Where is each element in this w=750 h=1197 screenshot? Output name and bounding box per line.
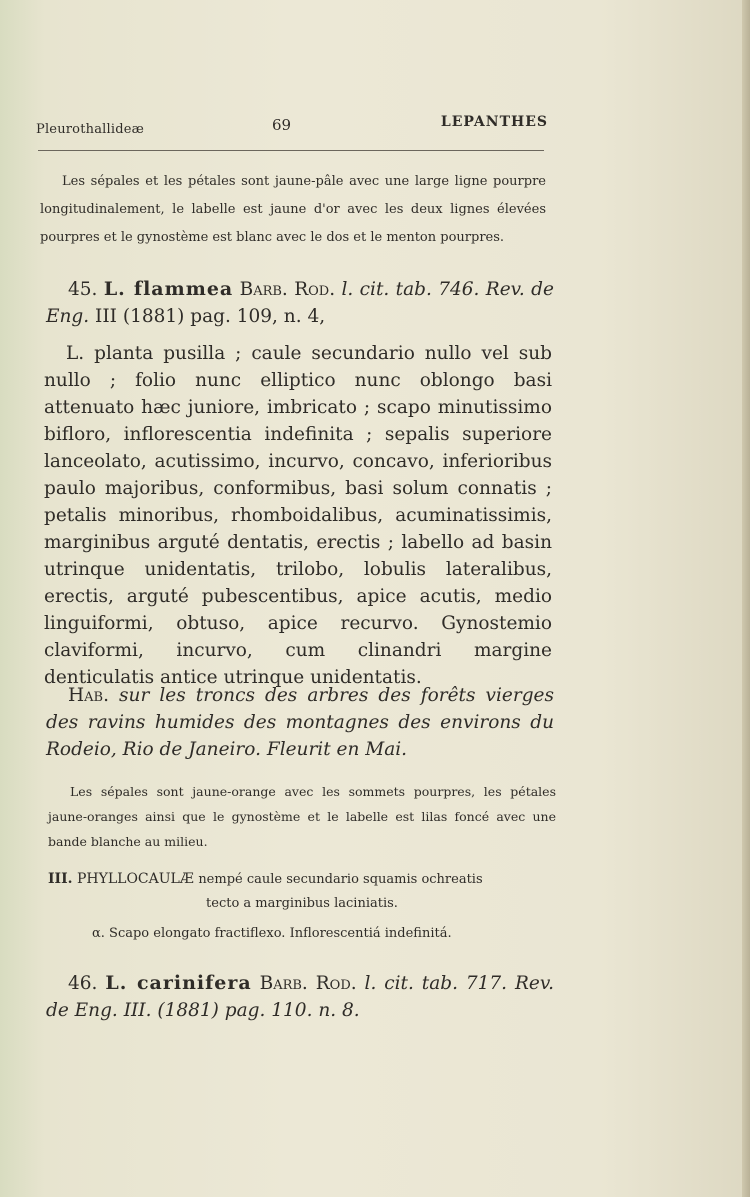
- description-paragraph-2: Les sépales sont jaune-orange avec les sommets pourpres, les pétales jaune-oranges ainsi que le gynostème et le labelle est lilas foncé avec une bande blanche au milieu.: [48, 784, 556, 849]
- species-author: Barb. Rod.: [259, 973, 357, 994]
- species-45-heading: [46, 276, 554, 330]
- species-name: L. carinifera: [105, 972, 252, 994]
- running-header: [36, 114, 548, 142]
- description-paragraph-1: Les sépales et les pétales sont jaune-pâle avec une large ligne pourpre longitudinalement, le labelle est jaune d'or avec les deux lignes élevées pourpres et le gynostème est blanc avec le dos et le menton pourpres.: [40, 174, 546, 245]
- species-reference-rest: III (1881) pag. 109, n. 4,: [95, 306, 326, 327]
- section-heading: [48, 867, 556, 916]
- species-reference-rest: Rev. de Eng. III. (1881) pag. 110. n. 8.: [46, 973, 554, 1021]
- section-numeral: III.: [48, 871, 73, 887]
- species-46-heading: [46, 970, 554, 1024]
- species-name: L. flammea: [103, 278, 234, 300]
- header-family: Pleurothallideæ: [36, 122, 145, 137]
- section-line-1: nempé caule secundario squamis ochreatis: [198, 872, 483, 887]
- species-author: Barb. Rod.: [239, 279, 336, 300]
- page-edge: [742, 0, 750, 1197]
- species-number: 45.: [68, 279, 98, 300]
- species-reference: l. cit. tab. 746. Rev. de Eng.: [46, 279, 554, 327]
- species-number: 46.: [68, 973, 98, 994]
- habitat-text: sur les troncs des arbres des forêts vierges des ravins humides des montagnes des environs du Rodeio, Rio de Janeiro. Fleurit en Mai.: [46, 685, 554, 760]
- section-line-2: tecto a marginibus laciniatis.: [206, 896, 398, 911]
- subsection-line: α. Scapo elongato fractiflexo. Inflorescentiá indefinitá.: [92, 926, 452, 941]
- habitat-paragraph: [46, 682, 554, 763]
- header-rule: [38, 150, 544, 151]
- habitat-label: Hab.: [68, 685, 109, 706]
- section-title: PHYLLOCAULÆ: [76, 871, 194, 887]
- page-number: 69: [272, 116, 292, 134]
- species-reference: l. cit. tab. 717.: [364, 973, 508, 994]
- latin-description: L. planta pusilla ; caule secundario nullo vel sub nullo ; folio nunc elliptico nunc oblongo basi attenuato hæc juniore, imbricato ; scapo minutissimo bifloro, inflorescentia indefinita ; sepalis superiore lanceolato, acutissimo, incurvo, concavo, inferioribus paulo majoribus, conformibus, basi solum connatis ; petalis minoribus, rhomboidalibus, acuminatissimis, marginibus arguté dentatis, erectis ; labello ad basin utrinque unidentatis, trilobo, lobulis lateralibus, erectis, arguté pubescentibus, apice acutis, medio linguiformi, obtuso, apice recurvo. Gynostemio claviformi, incurvo, cum clinandri margine denticulatis antice utrinque unidentatis.: [44, 343, 552, 688]
- header-genus: LEPANTHES: [440, 114, 548, 130]
